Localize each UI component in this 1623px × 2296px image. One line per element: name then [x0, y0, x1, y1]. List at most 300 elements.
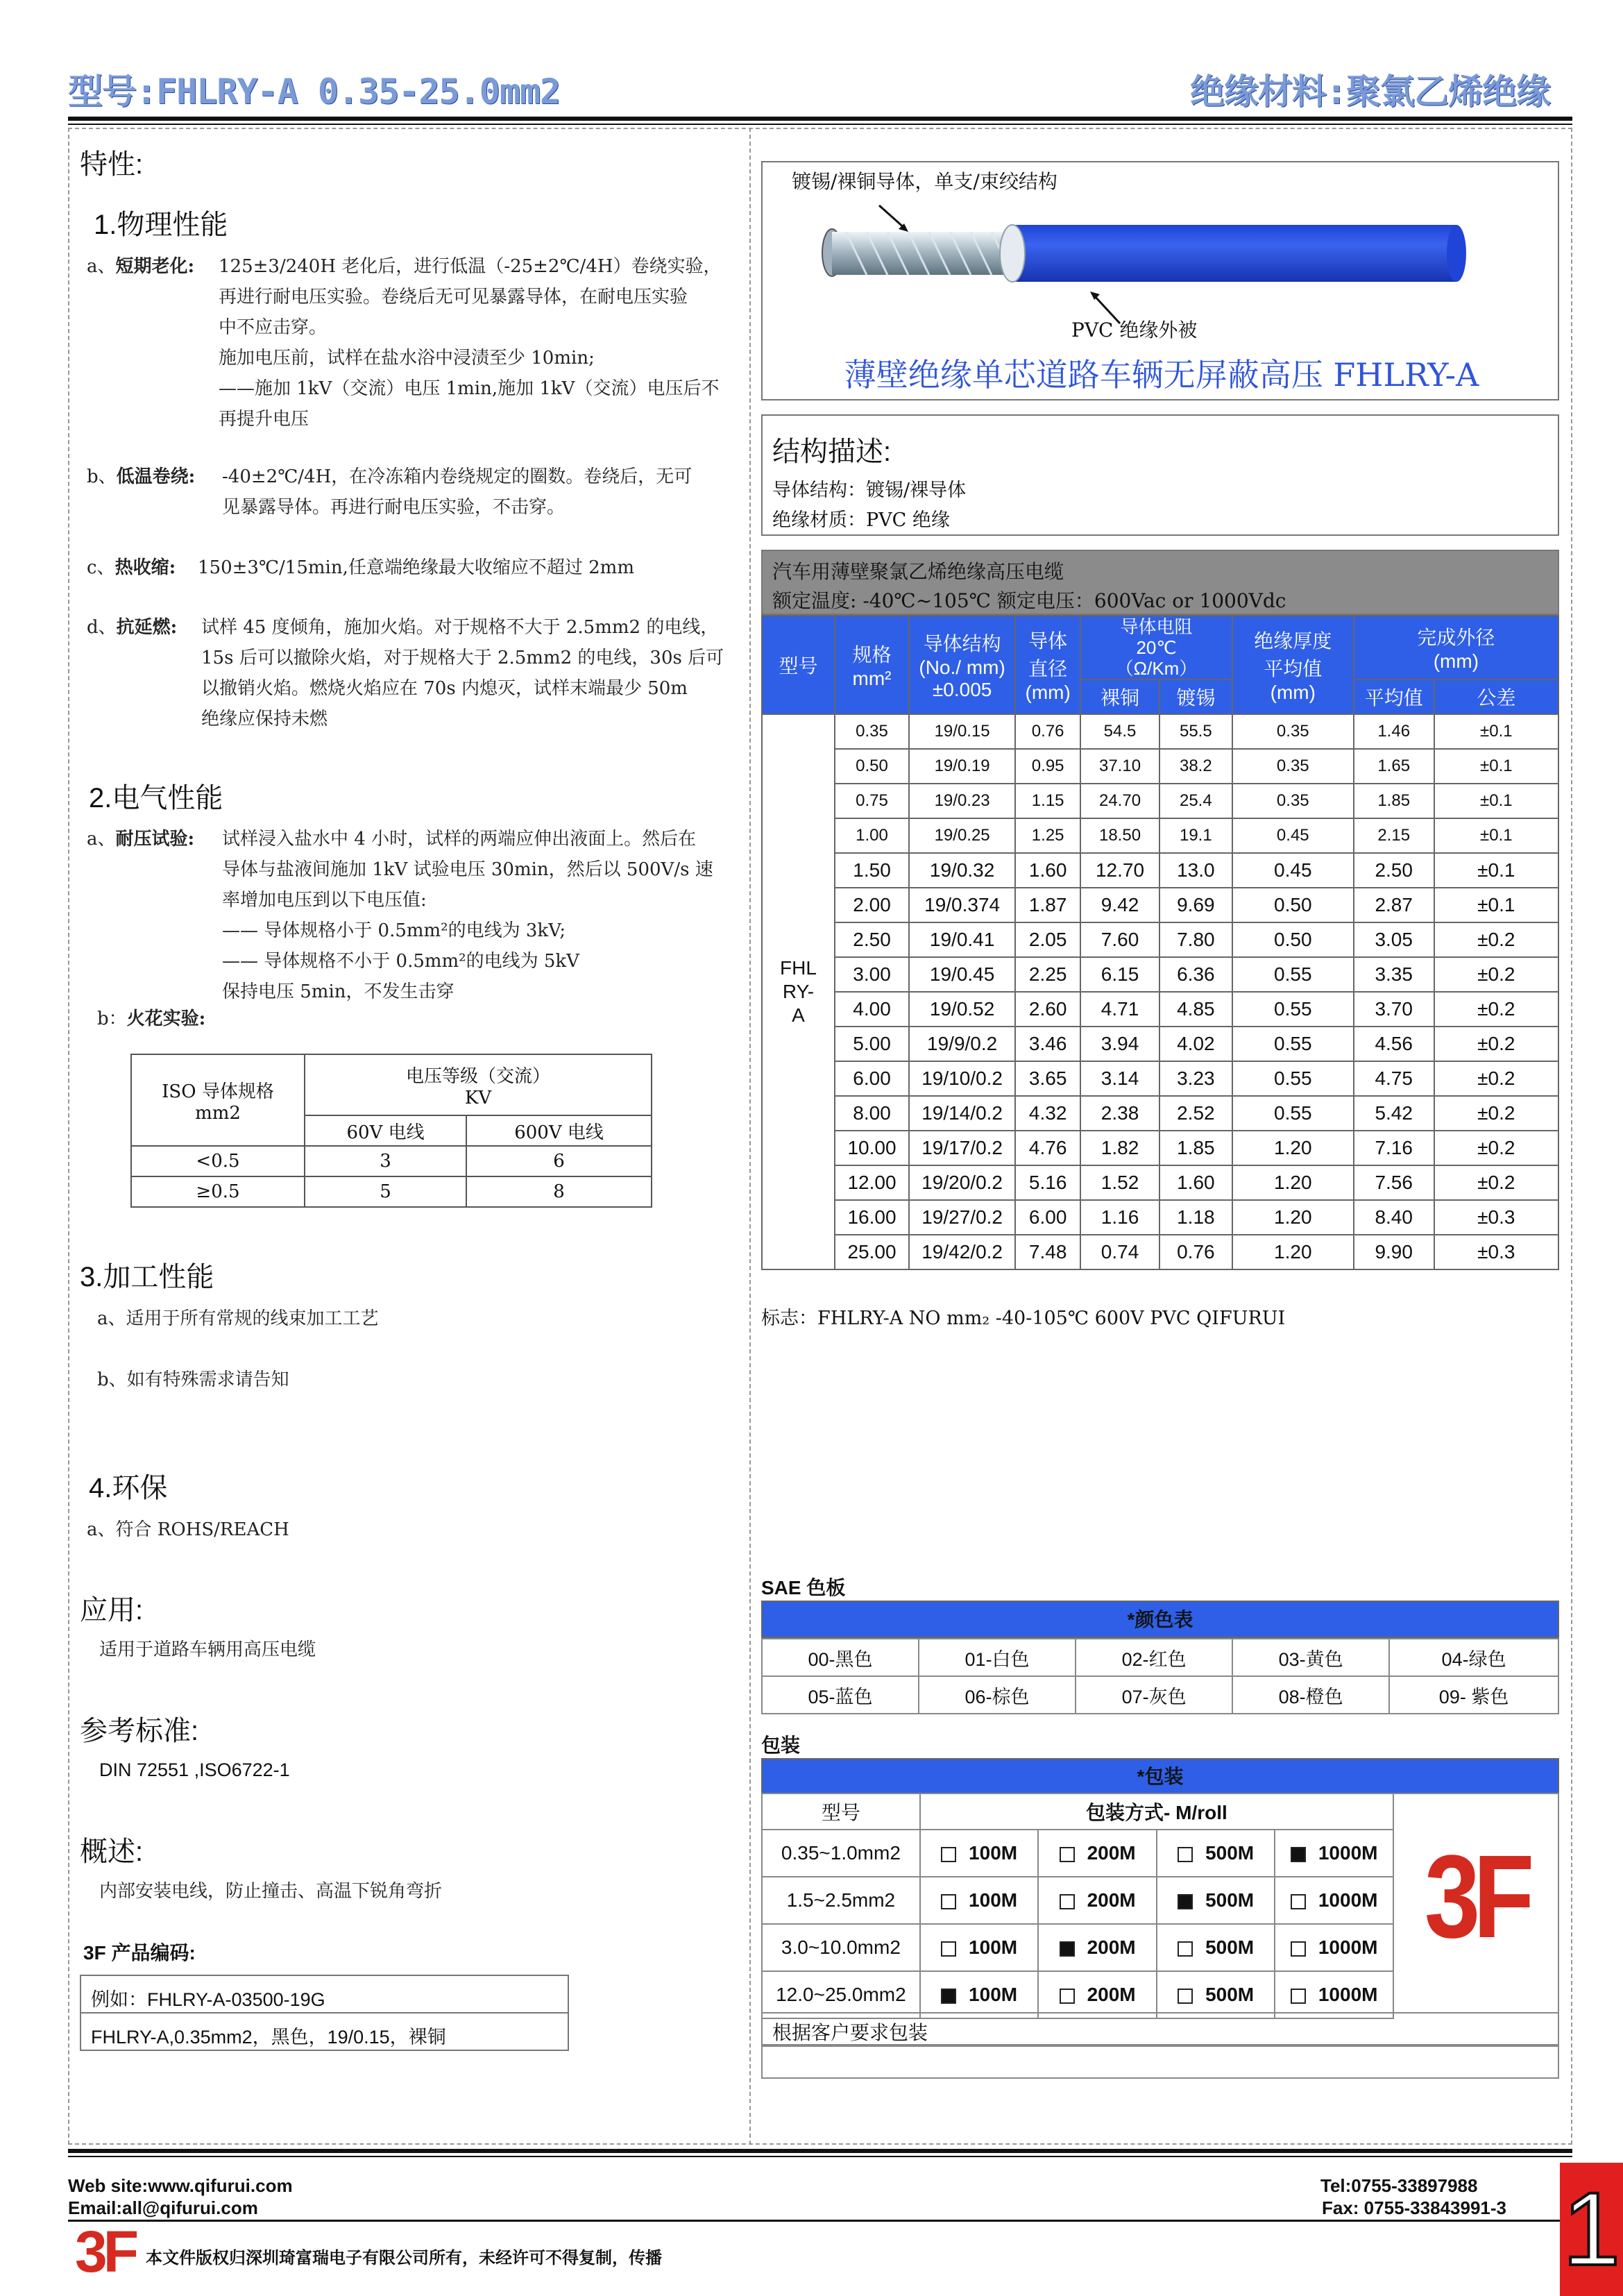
- spec-cell: 0.95: [1015, 749, 1080, 784]
- colors-title: SAE 色板: [761, 1577, 846, 1598]
- packaging-table: [761, 1793, 1394, 2019]
- packaging-option-label: 500M: [1205, 1842, 1255, 1864]
- footer-email[interactable]: Email:all@qifurui.com: [68, 2197, 258, 2218]
- spec-cell: 0.45: [1232, 853, 1354, 888]
- footer-divider: [68, 2220, 1560, 2222]
- spec-h-od-tol: 公差: [1434, 679, 1558, 714]
- checkbox-checked-icon[interactable]: [941, 1989, 956, 2004]
- footer-rule: [68, 2149, 1572, 2153]
- spec-cell: 2.60: [1015, 992, 1080, 1027]
- spec-cell: 3.35: [1354, 957, 1434, 992]
- cable-diagram-box: [761, 161, 1559, 400]
- packaging-option-label: 1000M: [1318, 1984, 1378, 2005]
- spec-cell: 8.40: [1354, 1200, 1434, 1235]
- text-line: 施加电压前，试样在盐水浴中浸渍至少 10min;: [219, 348, 595, 369]
- spec-cell: 6.36: [1159, 957, 1232, 992]
- spec-cell: 19/0.19: [909, 749, 1015, 784]
- spec-cell: 8.00: [835, 1096, 909, 1131]
- spec-cell: 0.50: [1232, 922, 1354, 957]
- spec-cell: 19/0.32: [909, 853, 1015, 888]
- spec-cell: 3.94: [1080, 1027, 1159, 1061]
- packaging-option[interactable]: [920, 1971, 1039, 2018]
- checkbox-empty-icon[interactable]: [1178, 1989, 1193, 2004]
- features-title: 特性:: [80, 149, 144, 180]
- color-cell: 06-棕色: [919, 1676, 1076, 1714]
- packaging-option[interactable]: [1038, 1924, 1157, 1971]
- spec-cell: 24.70: [1080, 784, 1159, 818]
- spec-cell: 4.76: [1015, 1131, 1080, 1165]
- spec-cell: 0.35: [1232, 784, 1354, 818]
- spec-h-od-avg: 平均值: [1354, 679, 1434, 714]
- checkbox-empty-icon[interactable]: [1178, 1941, 1193, 1957]
- page-tab: [1560, 2163, 1623, 2296]
- checkbox-empty-icon[interactable]: [1291, 1989, 1306, 2004]
- spec-cell: 12.00: [835, 1165, 909, 1200]
- diagram-caption: 薄壁绝缘单芯道路车辆无屏蔽高压 FHLRY-A: [844, 356, 1479, 394]
- color-cell: 09- 紫色: [1389, 1676, 1558, 1714]
- spec-cell: 4.75: [1354, 1061, 1434, 1096]
- packaging-option[interactable]: [1275, 1830, 1393, 1877]
- packaging-option-label: 500M: [1205, 1984, 1255, 2005]
- spec-h-od: 完成外径 (mm): [1354, 616, 1558, 679]
- spec-cell: ±0.1: [1434, 714, 1558, 749]
- conductor-label: 镀锡/裸铜导体，单支/束绞结构: [792, 170, 1057, 193]
- spec-cell: 1.18: [1159, 1200, 1232, 1235]
- footer-logo: 3F: [75, 2219, 135, 2284]
- electrical-a: a、耐压试验: 试样浸入盐水中 4 小时，试样的两端应伸出液面上。然后在 导体与盐液间施加 1kV 试验电压 30min，然后以 500V/s 速 率增加电压到以下电压值: —— 导体规格小于 0.5mm²的电线为 3kV; —— 导体规格不小于 0.5mm²的电线为 5kV 保持电压 5min，不发生击穿: [87, 824, 742, 1007]
- spec-cell: 0.55: [1232, 992, 1354, 1027]
- spec-cell: 19/0.45: [909, 957, 1015, 992]
- env-item-a: a、符合 ROHS/REACH: [87, 1519, 289, 1540]
- spec-cell: ±0.2: [1434, 1165, 1558, 1200]
- packaging-option-label: 200M: [1087, 1842, 1136, 1864]
- packaging-row: [762, 1830, 1393, 1877]
- spec-banner: [761, 550, 1559, 615]
- spec-cell: 1.20: [1232, 1200, 1354, 1235]
- checkbox-empty-icon[interactable]: [941, 1941, 956, 1957]
- physical-d: d、抗延燃: 试样 45 度倾角，施加火焰。对于规格不大于 2.5mm2 的电线， 15s 后可以撤除火焰，对于规格大于 2.5mm2 的电线，30s 后可 以撤销火焰。燃烧火焰应在 70s 内熄灭，试样末端最少 50m 绝缘应保持未燃: [87, 612, 742, 734]
- spec-cell: 3.46: [1015, 1027, 1080, 1061]
- spec-cell: 7.16: [1354, 1131, 1434, 1165]
- electrical-title: 2.电气性能: [89, 783, 223, 813]
- checkbox-empty-icon[interactable]: [1291, 1941, 1306, 1957]
- insulation-title: 绝缘材料:聚氯乙烯绝缘: [1189, 71, 1550, 112]
- spec-cell: 0.35: [1232, 749, 1354, 784]
- spec-row: [762, 922, 1558, 957]
- spec-banner-rating: 额定温度: -40℃~105℃ 额定电压：600Vac or 1000Vdc: [772, 589, 1286, 612]
- structure-title: 结构描述:: [772, 437, 892, 467]
- spec-cell: 0.45: [1232, 818, 1354, 853]
- checkbox-empty-icon[interactable]: [1060, 1847, 1075, 1862]
- processing-item-b: b、如有特殊需求请告知: [97, 1369, 289, 1390]
- physical-c: c、热收缩: 150±3℃/15min,任意端绝缘最大收缩应不超过 2mm: [87, 552, 742, 583]
- text-line: 以撤销火焰。燃烧火焰应在 70s 内熄灭，试样末端最少 50m: [201, 678, 688, 699]
- text-line: -40±2℃/4H，在冷冻箱内卷绕规定的圈数。卷绕后，无可: [222, 466, 692, 487]
- spec-h-ins: 绝缘厚度 平均值 (mm): [1232, 616, 1354, 714]
- application-title: 应用:: [80, 1595, 144, 1626]
- spec-row: [762, 853, 1558, 888]
- packaging-option-label: 100M: [969, 1842, 1018, 1864]
- spec-cell: 9.42: [1080, 888, 1159, 922]
- spec-cell: 3.70: [1354, 992, 1434, 1027]
- spec-cell: 19/27/0.2: [909, 1200, 1015, 1235]
- text-line: ——施加 1kV（交流）电压 1min,施加 1kV（交流）电压后不: [219, 378, 720, 399]
- text-line: —— 导体规格不小于 0.5mm²的电线为 5kV: [222, 951, 579, 972]
- packaging-option-label: 200M: [1087, 1984, 1136, 2005]
- header-rule: [68, 117, 1572, 121]
- spec-cell: 2.38: [1080, 1096, 1159, 1131]
- column-separator: [749, 128, 751, 2145]
- packaging-model: 1.5~2.5mm2: [762, 1877, 920, 1924]
- packaging-model: 12.0~25.0mm2: [762, 1971, 920, 2018]
- spec-row: [762, 714, 1558, 749]
- packaging-option[interactable]: [1275, 1877, 1393, 1924]
- page-number: 1: [1562, 2170, 1621, 2287]
- spec-cell: 19/9/0.2: [909, 1027, 1015, 1061]
- spec-cell: ±0.2: [1434, 1061, 1558, 1096]
- spec-cell: 1.50: [835, 853, 909, 888]
- spec-cell: 19/0.23: [909, 784, 1015, 818]
- spec-cell: 2.25: [1015, 957, 1080, 992]
- checkbox-empty-icon[interactable]: [1178, 1847, 1193, 1862]
- spec-row: [762, 1096, 1558, 1131]
- spec-cell: 2.87: [1354, 888, 1434, 922]
- packaging-option[interactable]: [920, 1924, 1039, 1971]
- checkbox-empty-icon[interactable]: [1291, 1894, 1306, 1909]
- packaging-title: 包装: [761, 1734, 801, 1756]
- spec-cell: 2.15: [1354, 818, 1434, 853]
- checkbox-checked-icon[interactable]: [1291, 1847, 1306, 1862]
- spec-cell: ±0.2: [1434, 922, 1558, 957]
- structure-conductor: 导体结构：镀锡/裸导体: [772, 480, 967, 501]
- spec-cell: 0.35: [1232, 714, 1354, 749]
- spec-cell: 5.00: [835, 1027, 909, 1061]
- spec-cell: 1.20: [1232, 1235, 1354, 1269]
- spec-cell: 6.00: [1015, 1200, 1080, 1235]
- spec-cell: 1.00: [835, 818, 909, 853]
- text-line: —— 导体规格小于 0.5mm²的电线为 3kV;: [222, 920, 566, 941]
- overview-text: 内部安装电线，防止撞击、高温下锐角弯折: [99, 1881, 443, 1902]
- spec-cell: 2.05: [1015, 922, 1080, 957]
- checkbox-empty-icon[interactable]: [1060, 1894, 1075, 1909]
- spec-h-dia: 导体 直径 (mm): [1015, 616, 1080, 714]
- packaging-note: 根据客户要求包装: [761, 2012, 1559, 2045]
- text-line: 中不应击穿。: [219, 317, 328, 338]
- spec-cell: 1.60: [1159, 1165, 1232, 1200]
- packaging-option[interactable]: [1038, 1971, 1157, 2018]
- spec-cell: 37.10: [1080, 749, 1159, 784]
- spec-cell: 1.46: [1354, 714, 1434, 749]
- spec-cell: 7.60: [1080, 922, 1159, 957]
- text-line: 保持电压 5min，不发生击穿: [222, 981, 454, 1002]
- standards-title: 参考标准:: [80, 1716, 199, 1746]
- code-title: 3F 产品编码:: [83, 1942, 196, 1964]
- spec-cell: 7.56: [1354, 1165, 1434, 1200]
- spec-cell: 0.55: [1232, 1027, 1354, 1061]
- text-line: 试样浸入盐水中 4 小时，试样的两端应伸出液面上。然后在: [222, 829, 697, 850]
- packaging-option[interactable]: [1275, 1924, 1393, 1971]
- spec-cell: 4.02: [1159, 1027, 1232, 1061]
- spec-cell: 1.60: [1015, 853, 1080, 888]
- physical-a: a、短期老化: 125±3/240H 老化后，进行低温（-25±2℃/4H）卷绕实验， 再进行耐电压实验。卷绕后无可见暴露导体，在耐电压实验 中不应击穿。 施加电压前，试样在盐水浴中浸渍至少 10min; ——施加 1kV（交流）电压 1min,施加 1kV（交流）电压后不 再提升电压: [87, 251, 742, 434]
- spark-col-60v: 60V 电线: [305, 1115, 466, 1146]
- footer-rule-thin: [68, 2156, 1572, 2157]
- spec-cell: 4.71: [1080, 992, 1159, 1027]
- spec-cell: 6.15: [1080, 957, 1159, 992]
- packaging-option[interactable]: [920, 1830, 1039, 1877]
- spec-cell: 19/0.52: [909, 992, 1015, 1027]
- spec-cell: 3.00: [835, 957, 909, 992]
- packaging-row: [762, 1924, 1393, 1971]
- spark-row: <0.5 3 6: [131, 1146, 652, 1176]
- spec-cell: 0.55: [1232, 957, 1354, 992]
- pack-h-model: 型号: [762, 1793, 920, 1830]
- spec-cell: ±0.1: [1434, 818, 1558, 853]
- processing-title: 3.加工性能: [80, 1262, 214, 1292]
- spec-model-cell: FHL RY- A: [762, 714, 835, 1269]
- spec-cell: 0.76: [1015, 714, 1080, 749]
- spec-cell: 5.16: [1015, 1165, 1080, 1200]
- packaging-option-label: 100M: [969, 1984, 1018, 2005]
- spec-cell: 9.69: [1159, 888, 1232, 922]
- spec-cell: ±0.1: [1434, 888, 1558, 922]
- structure-box: [761, 414, 1559, 536]
- spec-cell: ±0.2: [1434, 1131, 1558, 1165]
- spec-cell: 4.56: [1354, 1027, 1434, 1061]
- spec-cell: 10.00: [835, 1131, 909, 1165]
- spec-cell: 1.85: [1354, 784, 1434, 818]
- spec-row: [762, 749, 1558, 784]
- spec-cell: ±0.1: [1434, 784, 1558, 818]
- spec-cell: ±0.1: [1434, 749, 1558, 784]
- spec-cell: ±0.2: [1434, 1027, 1558, 1061]
- code-example: 例如：FHLRY-A-03500-19G: [80, 1975, 569, 2014]
- packaging-option-label: 100M: [969, 1936, 1018, 1958]
- spark-col-600v: 600V 电线: [466, 1115, 652, 1146]
- spec-cell: 0.74: [1080, 1235, 1159, 1269]
- packaging-banner: *包装: [761, 1758, 1559, 1794]
- text-line: 率增加电压到以下电压值:: [222, 890, 427, 911]
- spec-cell: 7.48: [1015, 1235, 1080, 1269]
- checkbox-checked-icon[interactable]: [1060, 1941, 1075, 1957]
- spec-cell: 0.55: [1232, 1096, 1354, 1131]
- spark-table-grid: [130, 1054, 652, 1208]
- packaging-model: 0.35~1.0mm2: [762, 1830, 920, 1877]
- physical-b: b、低温卷绕: -40±2℃/4H，在冷冻箱内卷绕规定的圈数。卷绕后，无可 见暴露导体。再进行耐电压实验，不击穿。: [87, 462, 742, 523]
- packaging-model: 3.0~10.0mm2: [762, 1924, 920, 1971]
- spec-h-model: 型号: [762, 616, 835, 714]
- spec-row: [762, 888, 1558, 922]
- text-line: 见暴露导体。再进行耐电压实验，不击穿。: [222, 497, 566, 518]
- spec-cell: 2.50: [1354, 853, 1434, 888]
- spec-cell: 0.50: [835, 749, 909, 784]
- spec-cell: 19/20/0.2: [909, 1165, 1015, 1200]
- color-cell: 05-蓝色: [762, 1676, 919, 1714]
- spec-cell: ±0.1: [1434, 853, 1558, 888]
- spec-cell: 0.35: [835, 714, 909, 749]
- electrical-b: b：火花实验:: [97, 1008, 206, 1029]
- spec-cell: ±0.3: [1434, 1235, 1558, 1269]
- checkbox-empty-icon[interactable]: [941, 1847, 956, 1862]
- processing-item-a: a、适用于所有常规的线束加工工艺: [97, 1308, 379, 1329]
- spec-cell: 25.00: [835, 1235, 909, 1269]
- spec-cell: 2.00: [835, 888, 909, 922]
- checkbox-checked-icon[interactable]: [1178, 1894, 1193, 1909]
- text-line: 15s 后可以撤除火焰，对于规格大于 2.5mm2 的电线，30s 后可: [201, 648, 724, 668]
- spec-cell: 1.15: [1015, 784, 1080, 818]
- spec-row: [762, 1235, 1558, 1269]
- packaging-option[interactable]: [1157, 1830, 1275, 1877]
- physical-title: 1.物理性能: [94, 210, 228, 240]
- spec-cell: 0.55: [1232, 1061, 1354, 1096]
- spec-cell: 4.00: [835, 992, 909, 1027]
- text-line: 再提升电压: [219, 409, 309, 430]
- text-line: 再进行耐电压实验。卷绕后无可见暴露导体，在耐电压实验: [219, 287, 688, 307]
- spark-head-size: ISO 导体规格 mm2: [131, 1054, 305, 1146]
- spec-cell: 1.87: [1015, 888, 1080, 922]
- spec-cell: ±0.2: [1434, 992, 1558, 1027]
- spec-cell: ±0.3: [1434, 1200, 1558, 1235]
- packaging-option[interactable]: [1275, 1971, 1393, 2018]
- spark-head-voltage: 电压等级（交流） KV: [305, 1054, 652, 1115]
- spec-row: [762, 957, 1558, 992]
- spec-cell: 1.20: [1232, 1131, 1354, 1165]
- spec-cell: 1.65: [1354, 749, 1434, 784]
- spec-row: [762, 992, 1558, 1027]
- spec-cell: 1.25: [1015, 818, 1080, 853]
- packaging-option-label: 1000M: [1318, 1936, 1378, 1958]
- spec-cell: 19/42/0.2: [909, 1235, 1015, 1269]
- packaging-row: [762, 1971, 1393, 2018]
- spec-row: [762, 1131, 1558, 1165]
- spec-cell: 54.5: [1080, 714, 1159, 749]
- spec-row: [762, 1165, 1558, 1200]
- spec-cell: 19/10/0.2: [909, 1061, 1015, 1096]
- spec-cell: 19/14/0.2: [909, 1096, 1015, 1131]
- text-line: 导体与盐液间施加 1kV 试验电压 30min，然后以 500V/s 速: [222, 859, 713, 880]
- packaging-option-label: 200M: [1087, 1889, 1136, 1911]
- checkbox-empty-icon[interactable]: [1060, 1989, 1075, 2004]
- packaging-option[interactable]: [1157, 1971, 1275, 2018]
- packaging-option[interactable]: [1038, 1877, 1157, 1924]
- spec-cell: 2.52: [1159, 1096, 1232, 1131]
- spec-cell: 19.1: [1159, 818, 1232, 853]
- checkbox-empty-icon[interactable]: [941, 1894, 956, 1909]
- spec-cell: 13.0: [1159, 853, 1232, 888]
- spec-row: [762, 1027, 1558, 1061]
- code-desc: FHLRY-A,0.35mm2，黑色，19/0.15，裸铜: [80, 2012, 569, 2051]
- text-line: 绝缘应保持未燃: [201, 709, 328, 729]
- spec-cell: 16.00: [835, 1200, 909, 1235]
- spec-banner-title: 汽车用薄壁聚氯乙烯绝缘高压电缆: [772, 560, 1064, 583]
- colors-table: [761, 1638, 1559, 1714]
- spec-cell: 12.70: [1080, 853, 1159, 888]
- spec-row: [762, 1061, 1558, 1096]
- spec-h-tin: 镀锡: [1159, 679, 1232, 714]
- spec-cell: 4.85: [1159, 992, 1232, 1027]
- color-cell: 01-白色: [919, 1639, 1076, 1676]
- spec-cell: 1.85: [1159, 1131, 1232, 1165]
- spec-cell: 19/0.41: [909, 922, 1015, 957]
- color-cell: 07-灰色: [1076, 1676, 1232, 1714]
- packaging-option-label: 200M: [1087, 1936, 1136, 1958]
- header-rule-thin: [68, 124, 1572, 125]
- spec-cell: 1.52: [1080, 1165, 1159, 1200]
- text-line: 150±3℃/15min,任意端绝缘最大收缩应不超过 2mm: [198, 557, 634, 578]
- color-cell: 00-黑色: [762, 1639, 919, 1676]
- packaging-option[interactable]: [1157, 1924, 1275, 1971]
- footer-copyright: 本文件版权归深圳琦富瑞电子有限公司所有，未经许可不得复制，传播: [146, 2249, 662, 2268]
- spec-cell: 3.14: [1080, 1061, 1159, 1096]
- spec-cell: 3.65: [1015, 1061, 1080, 1096]
- spec-cell: 4.32: [1015, 1096, 1080, 1131]
- footer-fax: Fax: 0755-33843991-3: [1322, 2197, 1506, 2218]
- packaging-option-label: 1000M: [1318, 1842, 1378, 1864]
- spec-h-bare: 裸铜: [1080, 679, 1159, 714]
- spec-cell: 18.50: [1080, 818, 1159, 853]
- packaging-option[interactable]: [1038, 1830, 1157, 1877]
- packaging-option[interactable]: [920, 1877, 1039, 1924]
- packaging-option-label: 100M: [969, 1889, 1018, 1911]
- spec-cell: 3.23: [1159, 1061, 1232, 1096]
- sheath-label: PVC 绝缘外被: [1071, 319, 1198, 341]
- footer-tel: Tel:0755-33897988: [1320, 2175, 1478, 2196]
- footer-web[interactable]: Web site:www.qifurui.com: [68, 2175, 293, 2196]
- model-title: 型号:FHLRY-A 0.35-25.0mm2: [68, 71, 561, 112]
- packaging-option[interactable]: [1157, 1877, 1275, 1924]
- spec-row: [762, 818, 1558, 853]
- spec-cell: 9.90: [1354, 1235, 1434, 1269]
- color-cell: 03-黄色: [1232, 1639, 1389, 1676]
- color-cell: 08-橙色: [1232, 1676, 1389, 1714]
- spec-cell: 19/17/0.2: [909, 1131, 1015, 1165]
- spark-row: ≥0.5 5 8: [131, 1176, 652, 1207]
- spec-cell: 3.05: [1354, 922, 1434, 957]
- pack-h-method: 包装方式- M/roll: [920, 1793, 1393, 1830]
- env-title: 4.环保: [89, 1473, 168, 1503]
- packaging-option-label: 500M: [1205, 1936, 1255, 1958]
- spec-cell: 55.5: [1159, 714, 1232, 749]
- spec-h-cond: 导体结构 (No./ mm) ±0.005: [909, 616, 1015, 714]
- spec-cell: 1.20: [1232, 1165, 1354, 1200]
- overview-title: 概述:: [80, 1837, 144, 1867]
- marking-text: 标志：FHLRY-A NO mm₂ -40-105℃ 600V PVC QIFURUI: [761, 1308, 1286, 1329]
- spec-h-res: 导体电阻 20℃ （Ω/Km）: [1080, 616, 1232, 679]
- color-cell: 04-绿色: [1389, 1639, 1558, 1676]
- spec-cell: 1.82: [1080, 1131, 1159, 1165]
- packaging-option-label: 500M: [1205, 1889, 1255, 1911]
- spec-cell: 1.16: [1080, 1200, 1159, 1235]
- logo-box: [1393, 1793, 1559, 2014]
- spec-cell: 2.50: [835, 922, 909, 957]
- packaging-row: [762, 1877, 1393, 1924]
- spec-cell: 38.2: [1159, 749, 1232, 784]
- color-cell: 02-红色: [1076, 1639, 1232, 1676]
- colors-banner: *颜色表: [761, 1601, 1559, 1638]
- spec-cell: 0.76: [1159, 1235, 1232, 1269]
- spec-cell: 0.75: [835, 784, 909, 818]
- spec-cell: 19/0.374: [909, 888, 1015, 922]
- spec-cell: 19/0.25: [909, 818, 1015, 853]
- spec-cell: 7.80: [1159, 922, 1232, 957]
- spec-row: [762, 1200, 1558, 1235]
- spec-cell: ±0.2: [1434, 1096, 1558, 1131]
- packaging-empty-row: [761, 2045, 1559, 2079]
- spec-cell: ±0.2: [1434, 957, 1558, 992]
- text-line: 125±3/240H 老化后，进行低温（-25±2℃/4H）卷绕实验，: [219, 256, 722, 277]
- packaging-option-label: 1000M: [1318, 1889, 1378, 1911]
- text-line: 试样 45 度倾角，施加火焰。对于规格不大于 2.5mm2 的电线，: [201, 617, 719, 638]
